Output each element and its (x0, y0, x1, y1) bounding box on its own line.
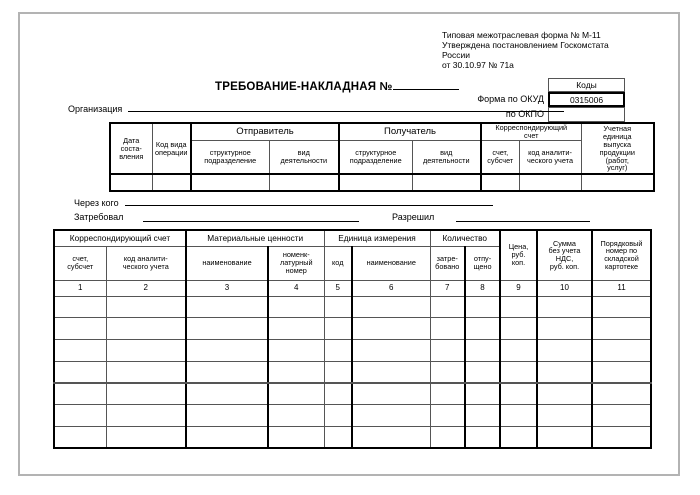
empty-cell (352, 426, 430, 448)
empty-cell (465, 339, 500, 361)
empty-cell (500, 361, 537, 383)
empty-cell (324, 318, 352, 340)
empty-cell (352, 296, 430, 318)
empty-cell (186, 383, 268, 405)
table-row (54, 404, 651, 426)
empty-cell (324, 383, 352, 405)
empty-cell (106, 383, 186, 405)
form-approval-note: Типовая межотраслевая форма № М-11 Утверждена постановлением Госкомстата России от 30.10.97 № 71а (442, 30, 609, 70)
empty-cell (430, 404, 465, 426)
organization-line (128, 102, 564, 112)
empty-cell (54, 383, 106, 405)
empty-cell (268, 296, 324, 318)
empty-cell (430, 426, 465, 448)
col-receiver-struct: структурное подразделение (339, 140, 412, 174)
empty-cell (537, 318, 592, 340)
empty-cell (324, 426, 352, 448)
through-whom-label: Через кого (74, 198, 119, 208)
col-receiver-activity: вид деятельности (412, 140, 481, 174)
organization-row (68, 102, 564, 114)
okpo-label: по ОКПО (505, 109, 544, 119)
empty-cell (537, 383, 592, 405)
empty-cell (324, 339, 352, 361)
empty-cell (191, 174, 269, 191)
col-account-unit: Учетная единица выпуска продукции (работ, услуг) (581, 123, 654, 174)
empty-cell (106, 296, 186, 318)
col-sum-without-vat: Сумма без учета НДС, руб. коп. (537, 230, 592, 280)
empty-cell (537, 404, 592, 426)
col-price: Цена, руб. коп. (500, 230, 537, 280)
empty-cell (352, 339, 430, 361)
col-analytic: код аналити- ческого учета (106, 246, 186, 280)
empty-cell (537, 361, 592, 383)
empty-cell (186, 339, 268, 361)
empty-cell (430, 339, 465, 361)
col-date: Дата соста- вления (110, 123, 152, 174)
col-number: 4 (268, 280, 324, 296)
col-stock-card-number: Порядковый номер по складской картотеке (592, 230, 651, 280)
col-number: 9 (500, 280, 537, 296)
empty-cell (268, 383, 324, 405)
empty-cell (110, 174, 152, 191)
empty-cell (430, 383, 465, 405)
empty-cell (352, 318, 430, 340)
empty-cell (500, 339, 537, 361)
empty-cell (500, 383, 537, 405)
col-account: счет, субсчет (481, 140, 519, 174)
empty-cell (537, 339, 592, 361)
empty-cell (324, 404, 352, 426)
group-measure-unit: Единица измерения (324, 230, 430, 246)
empty-cell (54, 404, 106, 426)
table-row (54, 361, 651, 383)
through-whom-line (125, 196, 493, 206)
group-material-values: Материальные ценности (186, 230, 324, 246)
empty-cell (106, 318, 186, 340)
empty-cell (430, 296, 465, 318)
col-number: 6 (352, 280, 430, 296)
col-number: 8 (465, 280, 500, 296)
empty-cell (500, 426, 537, 448)
empty-cell (352, 361, 430, 383)
empty-cell (324, 296, 352, 318)
column-numbers-row (54, 280, 651, 296)
empty-cell (465, 296, 500, 318)
empty-cell (324, 361, 352, 383)
empty-cell (268, 318, 324, 340)
col-material-name: наименование (186, 246, 268, 280)
table-row (54, 296, 651, 318)
empty-cell (592, 318, 651, 340)
col-requested-qty: затре- бовано (430, 246, 465, 280)
empty-cell (106, 339, 186, 361)
table-row (54, 383, 651, 405)
header-info-empty-row (110, 174, 654, 191)
empty-cell (592, 404, 651, 426)
empty-cell (500, 318, 537, 340)
empty-cell (186, 296, 268, 318)
empty-cell (592, 426, 651, 448)
empty-cell (186, 404, 268, 426)
requested-by-line (143, 212, 359, 222)
table-row (54, 318, 651, 340)
main-table (53, 229, 652, 449)
main-table-body (54, 296, 651, 448)
col-number: 3 (186, 280, 268, 296)
empty-cell (465, 404, 500, 426)
empty-cell (537, 296, 592, 318)
empty-cell (106, 361, 186, 383)
col-number: 11 (592, 280, 651, 296)
col-unit-name: наименование (352, 246, 430, 280)
empty-cell (54, 296, 106, 318)
empty-cell (352, 383, 430, 405)
empty-cell (592, 296, 651, 318)
empty-cell (465, 361, 500, 383)
group-sender: Отправитель (191, 123, 339, 140)
col-released-qty: отпу- щено (465, 246, 500, 280)
empty-cell (465, 426, 500, 448)
empty-cell (268, 426, 324, 448)
col-number: 5 (324, 280, 352, 296)
empty-cell (106, 404, 186, 426)
empty-cell (481, 174, 519, 191)
empty-cell (465, 383, 500, 405)
empty-cell (430, 318, 465, 340)
empty-cell (465, 318, 500, 340)
col-unit-code: код (324, 246, 352, 280)
col-number: 10 (537, 280, 592, 296)
empty-cell (500, 404, 537, 426)
through-whom-row (74, 196, 493, 208)
organization-label: Организация (68, 104, 123, 114)
document-title (215, 80, 459, 93)
empty-cell (412, 174, 481, 191)
empty-cell (519, 174, 581, 191)
col-sender-activity: вид деятельности (269, 140, 339, 174)
empty-cell (268, 404, 324, 426)
col-number: 7 (430, 280, 465, 296)
empty-cell (581, 174, 654, 191)
empty-cell (592, 383, 651, 405)
empty-cell (54, 339, 106, 361)
empty-cell (500, 296, 537, 318)
document-title-text: ТРЕБОВАНИЕ-НАКЛАДНАЯ № (215, 81, 393, 93)
empty-cell (54, 318, 106, 340)
codes-block (548, 78, 625, 122)
group-quantity: Количество (430, 230, 500, 246)
okud-label: Форма по ОКУД (477, 94, 544, 104)
empty-cell (592, 361, 651, 383)
empty-cell (152, 174, 191, 191)
col-nomenclature-number: номенк- латурный номер (268, 246, 324, 280)
codes-header: Коды (548, 78, 625, 92)
document-number-line (393, 80, 459, 90)
empty-cell (186, 426, 268, 448)
empty-cell (352, 404, 430, 426)
empty-cell (186, 361, 268, 383)
empty-cell (339, 174, 412, 191)
col-number: 1 (54, 280, 106, 296)
group-corr-account: Корреспондирующий счет (54, 230, 186, 246)
allowed-by-line (456, 212, 590, 222)
col-sender-struct: структурное подразделение (191, 140, 269, 174)
empty-cell (430, 361, 465, 383)
empty-cell (592, 339, 651, 361)
empty-cell (268, 361, 324, 383)
requested-by-label: Затребовал (74, 212, 124, 222)
group-receiver: Получатель (339, 123, 481, 140)
empty-cell (106, 426, 186, 448)
empty-cell (186, 318, 268, 340)
table-row (54, 339, 651, 361)
empty-cell (537, 426, 592, 448)
group-corr-account: Корреспондирующий счет (481, 123, 581, 140)
empty-cell (54, 361, 106, 383)
col-number: 2 (106, 280, 186, 296)
col-op-code: Код вида операции (152, 123, 191, 174)
table-row (54, 426, 651, 448)
empty-cell (54, 426, 106, 448)
empty-cell (268, 339, 324, 361)
col-account: счет, субсчет (54, 246, 106, 280)
header-info-table (109, 122, 655, 192)
empty-cell (269, 174, 339, 191)
okud-code-value: 0315006 (548, 92, 625, 107)
allowed-by-label: Разрешил (392, 212, 435, 222)
col-analytic: код аналити- ческого учета (519, 140, 581, 174)
